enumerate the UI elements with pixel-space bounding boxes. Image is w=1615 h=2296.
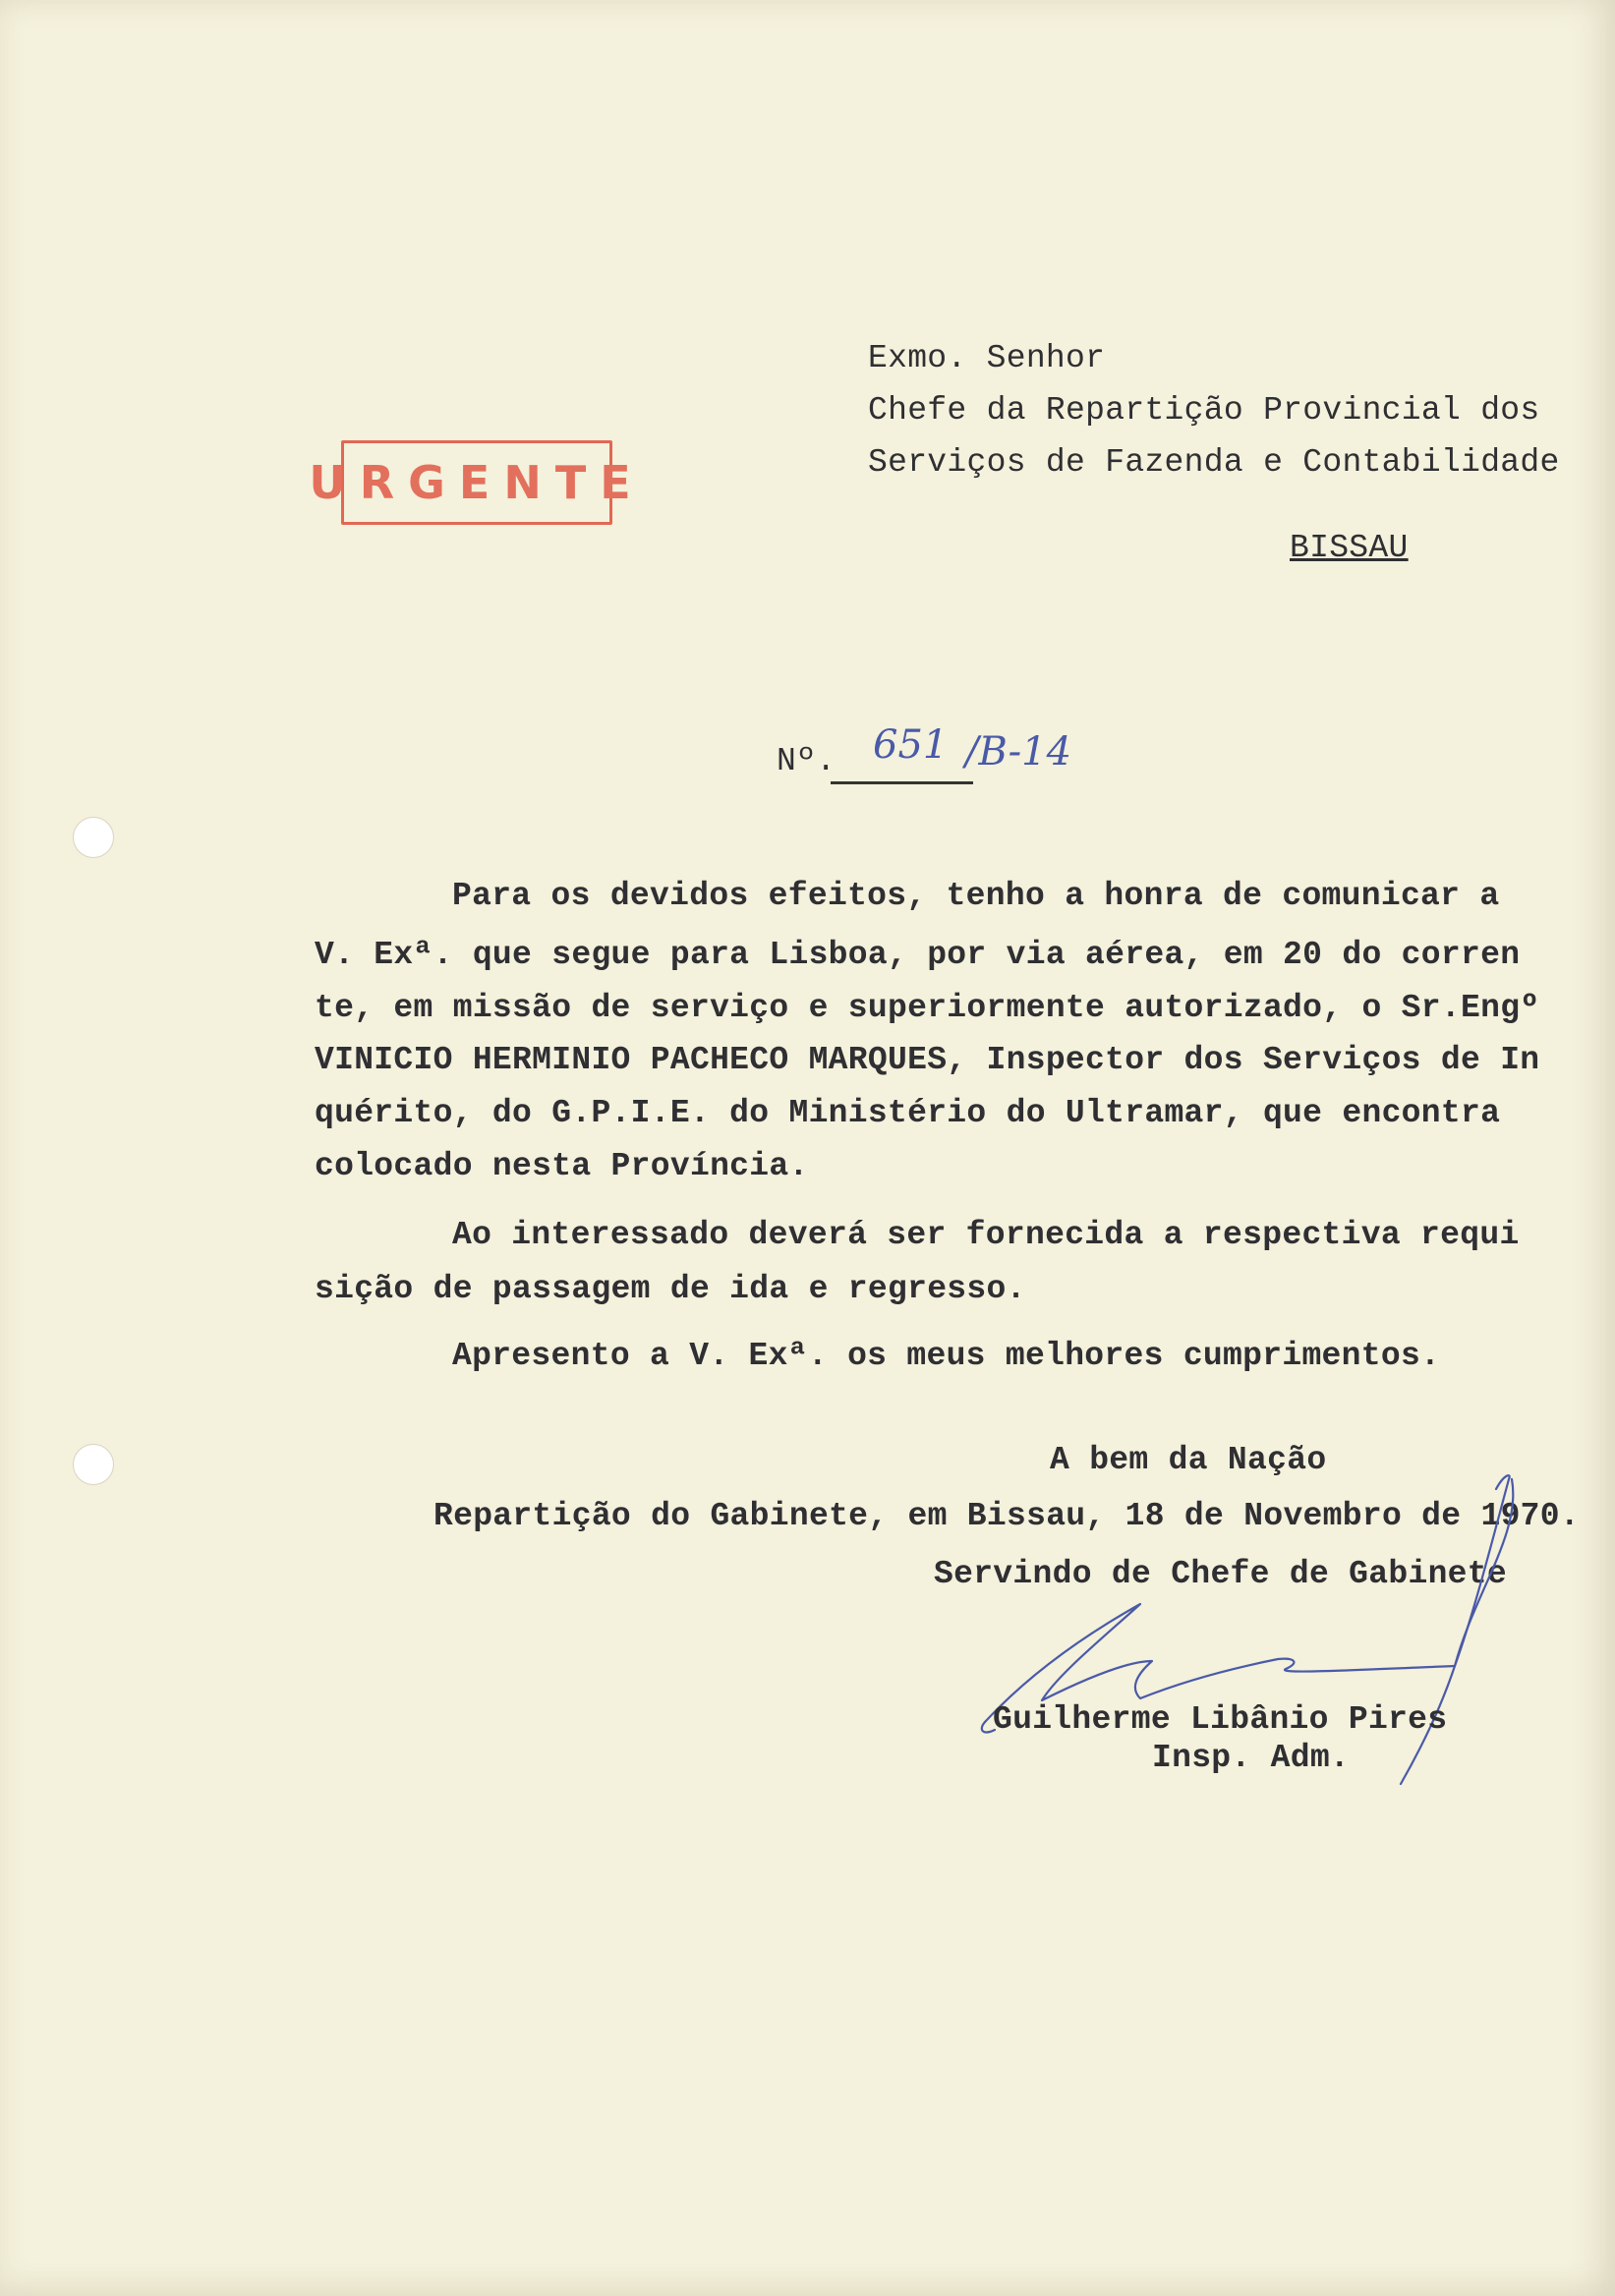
closing-place-date: Repartição do Gabinete, em Bissau, 18 de Novembro de 1970. bbox=[433, 1498, 1580, 1534]
reference-handwritten-number: 651 bbox=[873, 722, 949, 768]
address-salutation: Exmo. Senhor bbox=[868, 340, 1106, 376]
body-line: VINICIO HERMINIO PACHECO MARQUES, Inspector dos Serviços de In bbox=[315, 1042, 1540, 1078]
closing-role: Servindo de Chefe de Gabinete bbox=[934, 1556, 1507, 1592]
body-line: te, em missão de serviço e superiormente autorizado, o Sr.Engº bbox=[315, 990, 1540, 1026]
closing-motto: A bem da Nação bbox=[1050, 1442, 1327, 1478]
signer-name: Guilherme Libânio Pires bbox=[993, 1701, 1448, 1738]
reference-label: Nº. bbox=[777, 743, 836, 779]
reference-blank-line bbox=[831, 781, 973, 784]
body-line: Ao interessado deverá ser fornecida a respectiva requi bbox=[452, 1217, 1520, 1253]
body-line: colocado nesta Província. bbox=[315, 1148, 809, 1184]
address-line-1: Chefe da Repartição Provincial dos bbox=[868, 392, 1540, 429]
address-line-2: Serviços de Fazenda e Contabilidade bbox=[868, 444, 1560, 481]
punch-hole-top bbox=[73, 817, 114, 858]
signer-title: Insp. Adm. bbox=[1152, 1740, 1351, 1776]
body-line: sição de passagem de ida e regresso. bbox=[315, 1271, 1026, 1307]
urgent-stamp: URGENTE bbox=[341, 440, 612, 525]
body-line: V. Exª. que segue para Lisboa, por via aérea, em 20 do corren bbox=[315, 937, 1521, 973]
reference-handwritten-suffix: /B-14 bbox=[965, 729, 1072, 775]
punch-hole-bottom bbox=[73, 1444, 114, 1485]
body-line: Apresento a V. Exª. os meus melhores cumprimentos. bbox=[452, 1338, 1441, 1374]
body-line: Para os devidos efeitos, tenho a honra de comunicar a bbox=[452, 878, 1500, 914]
address-city: BISSAU bbox=[1290, 530, 1409, 566]
body-line: quérito, do G.P.I.E. do Ministério do Ultramar, que encontra bbox=[315, 1095, 1501, 1131]
